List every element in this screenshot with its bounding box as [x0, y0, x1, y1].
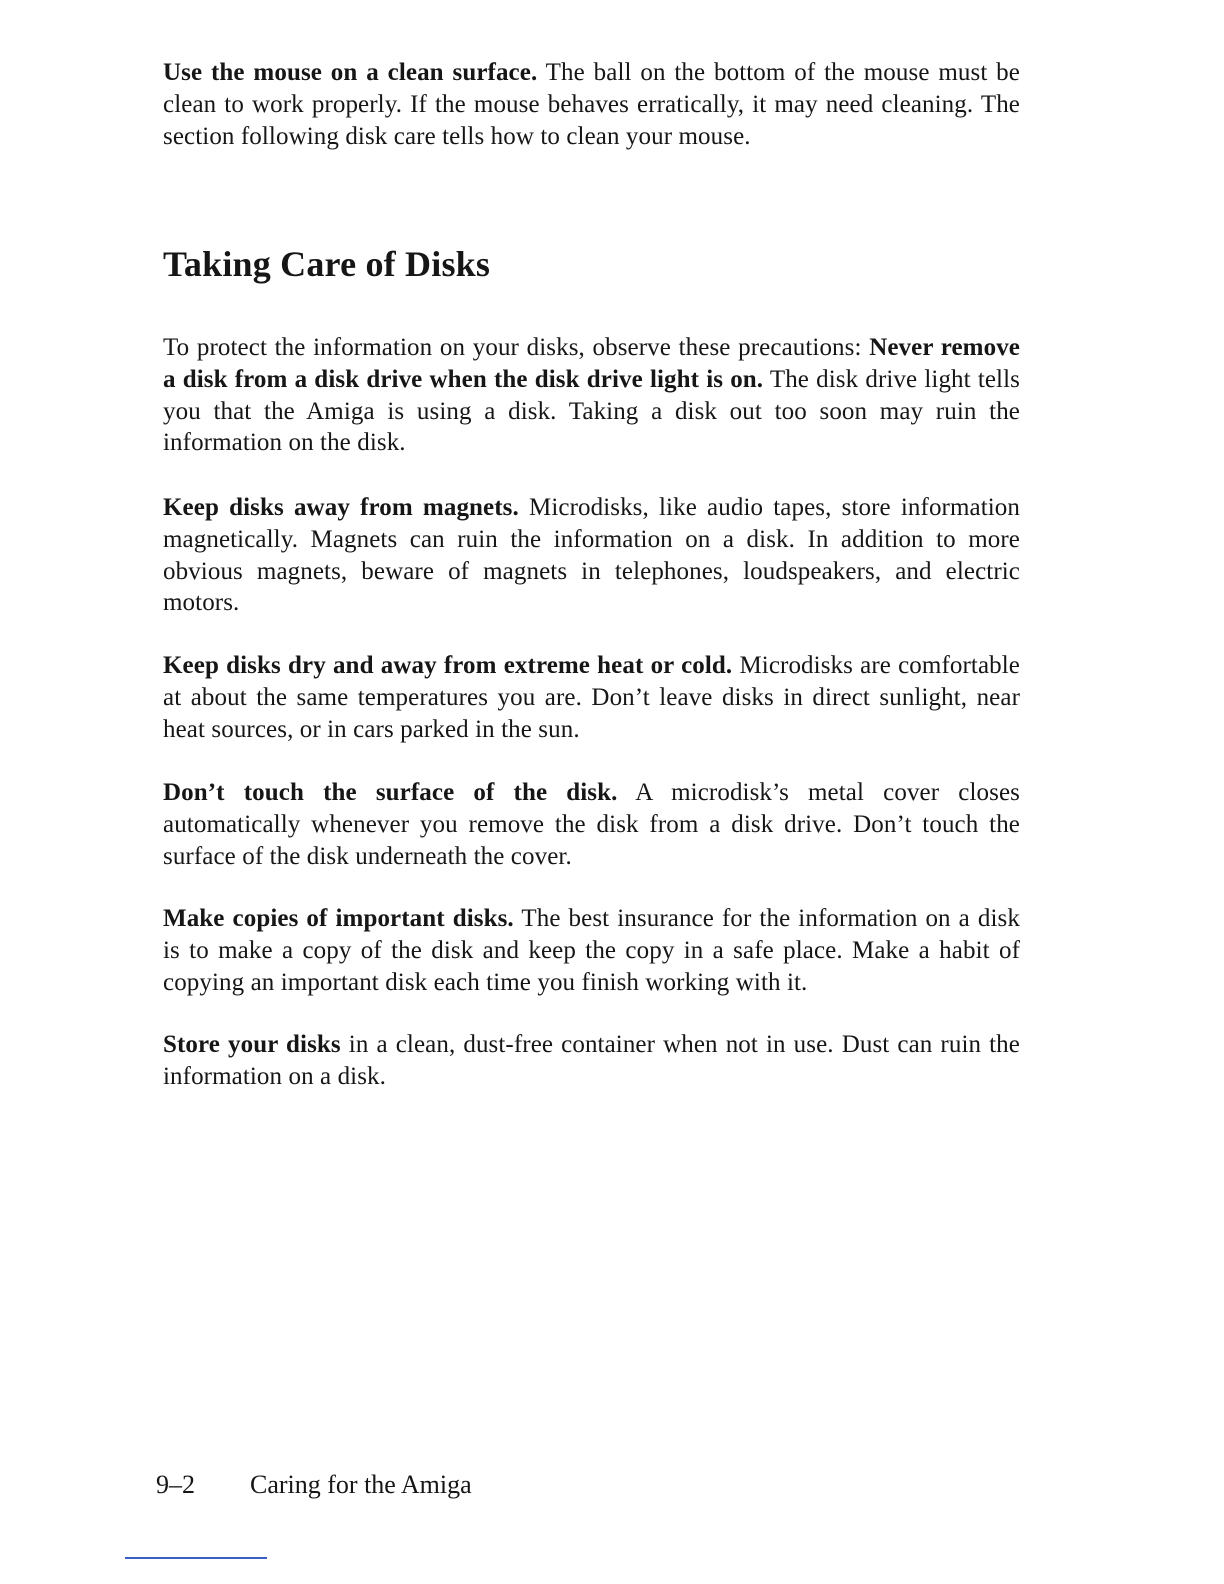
- heat-cold-paragraph: [163, 650, 1020, 745]
- store-disks-paragraph: [163, 1029, 1020, 1093]
- paragraph-lead: Don’t touch the surface of the disk.: [163, 779, 618, 806]
- chapter-title: Caring for the Amiga: [250, 1470, 472, 1499]
- paragraph-body: Microdisks, like audio tapes, store information magnetically. Magnets can ruin the information on a disk. In addition to more obvious magnets, beware of magnets in telephones, loudspeakers, and electric motors.: [163, 494, 1021, 617]
- paragraph-lead: Keep disks dry and away from extreme heat or cold.: [163, 652, 733, 679]
- copies-paragraph: [163, 903, 1020, 998]
- page-number: 9–2: [156, 1470, 195, 1499]
- paragraph-lead: Keep disks away from magnets.: [163, 494, 519, 521]
- page-footer: [156, 1468, 472, 1502]
- paragraph-intro: To protect the information on your disks, observe these precautions:: [163, 334, 870, 361]
- section-heading: Taking Care of Disks: [163, 244, 491, 284]
- paragraph-body: Microdisks are comfortable at about the same temperatures you are. Don’t leave disks in direct sunlight, near heat sources, or in cars parked in the sun.: [163, 652, 1020, 743]
- footer-rule: [125, 1557, 267, 1559]
- paragraph-lead: Never remove a disk from a disk drive when the disk drive light is on.: [163, 334, 1020, 393]
- paragraph-lead: Store your disks: [163, 1031, 341, 1058]
- paragraph-lead: Use the mouse on a clean surface.: [163, 59, 538, 86]
- paragraph-body: The ball on the bottom of the mouse must be clean to work properly. If the mouse behaves erratically, it may need cleaning. The section following disk care tells how to clean your mouse.: [163, 59, 1020, 150]
- paragraph-body: A microdisk’s metal cover closes automatically whenever you remove the disk from a disk drive. Don’t touch the surface of the disk underneath the cover.: [163, 779, 1020, 870]
- paragraph-body: in a clean, dust-free container when not in use. Dust can ruin the information on a disk.: [163, 1031, 1020, 1090]
- magnets-paragraph: [163, 492, 1020, 619]
- paragraph-body: The disk drive light tells you that the Amiga is using a disk. Taking a disk out too soon may ruin the information on the disk.: [163, 365, 1020, 457]
- protect-information-paragraph: [163, 332, 1020, 459]
- mouse-clean-surface-paragraph: [163, 57, 1020, 152]
- paragraph-body: The best insurance for the information on a disk is to make a copy of the disk and keep the copy in a safe place. Make a habit of copying an important disk each time you finish working with it.: [163, 905, 1020, 996]
- disk-surface-paragraph: [163, 777, 1020, 872]
- paragraph-lead: Make copies of important disks.: [163, 905, 514, 932]
